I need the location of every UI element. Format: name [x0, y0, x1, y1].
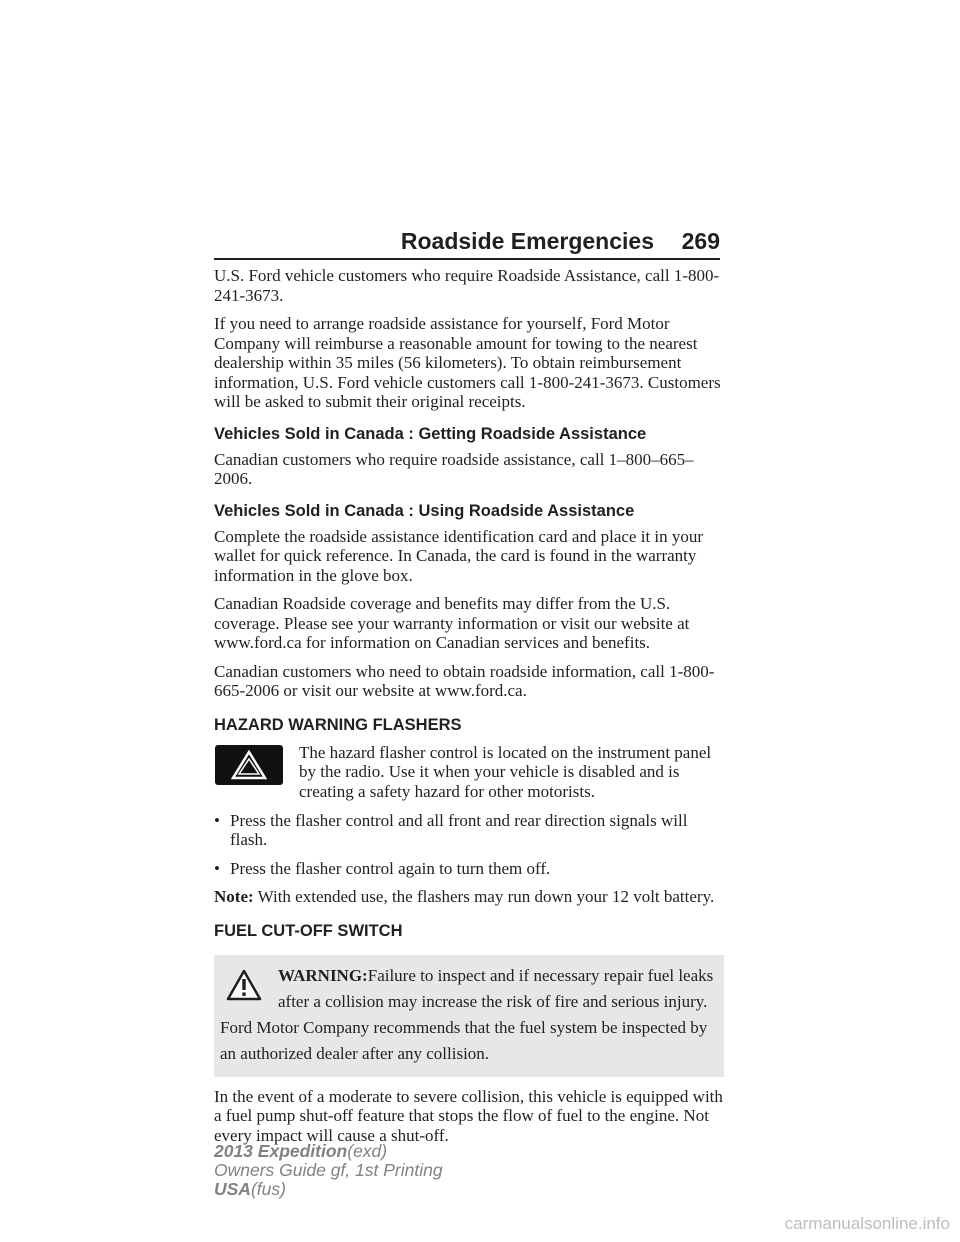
section-title: Roadside Emergencies [400, 228, 654, 254]
footer-line-1 [214, 1142, 443, 1161]
fuel-heading: FUEL CUT-OFF SWITCH [214, 921, 403, 940]
footer-model-code: (exd) [347, 1141, 388, 1161]
hazard-triangle-icon [215, 745, 283, 785]
canada-getting-heading: Vehicles Sold in Canada : Getting Roadside Assistance [214, 424, 647, 443]
hazard-bullet-2 [214, 859, 724, 879]
hazard-text: The hazard flasher control is located on the instrument panel by the radio. Use it when your vehicle is disabled and is creating a safety hazard for other motorists. [299, 742, 712, 801]
hazard-note [214, 887, 724, 907]
page-number: 269 [681, 228, 720, 254]
warning-text: Failure to inspect and if necessary repair fuel leaks after a collision may increase the risk of fire and serious injury. [278, 965, 714, 1011]
hazard-description [214, 743, 724, 803]
fuel-text: In the event of a moderate to severe collision, this vehicle is equipped with a fuel pump shut-off feature that stops the flow of fuel to the engine. Not every impact will cause a shut-off. [214, 1086, 723, 1145]
page-footer [214, 1142, 443, 1199]
canada-getting-text: Canadian customers who require roadside assistance, call 1–800–665–2006. [214, 449, 694, 488]
footer-line-2: Owners Guide gf, 1st Printing [214, 1160, 443, 1180]
canada-using-paragraph-1: Complete the roadside assistance identification card and place it in your wallet for quick reference. In Canada, the card is found in the warranty information in the glove box. [214, 526, 704, 585]
warning-box [214, 955, 724, 1077]
canada-using-paragraph-3: Canadian customers who need to obtain roadside information, call 1-800-665-2006 or visit our website at www.ford.ca. [214, 661, 715, 700]
watermark: carmanualsonline.info [784, 1214, 950, 1233]
warning-second: Ford Motor Company recommends that the fuel system be inspected by an authorized dealer after any collision. [220, 1017, 708, 1063]
bullet-symbol: • [214, 858, 220, 878]
page-content [214, 266, 724, 1154]
warning-first [220, 963, 718, 1015]
hazard-bullet-1 [214, 811, 724, 850]
note-text: With extended use, the flashers may run down your 12 volt battery. [257, 887, 715, 906]
footer-line-3 [214, 1180, 443, 1199]
warning-label: WARNING: [278, 965, 368, 985]
hazard-heading: HAZARD WARNING FLASHERS [214, 715, 462, 734]
page-header [214, 226, 720, 260]
note-label: Note: [214, 887, 254, 906]
intro-paragraph-2: If you need to arrange roadside assistance for yourself, Ford Motor Company will reimburse a reasonable amount for towing to the nearest dealership within 35 miles (56 kilometers). To obtain reimbursement information, U.S. Ford vehicle customers call 1-800-241-3673. Customers will be asked to submit their original receipts. [214, 314, 721, 411]
hazard-bullet-text: Press the flasher control and all front and rear direction signals will flash. [230, 810, 688, 849]
footer-market-code: (fus) [250, 1179, 286, 1199]
warning-triangle-icon [226, 969, 262, 1001]
header-rule [214, 258, 720, 260]
canada-using-paragraph-2: Canadian Roadside coverage and benefits may differ from the U.S. coverage. Please see your warranty information or visit our website at www.ford.ca for information on Canadian services and benefits. [214, 594, 690, 652]
hazard-bullet-text: Press the flasher control again to turn them off. [230, 858, 551, 878]
bullet-symbol: • [214, 810, 220, 830]
footer-market: USA [214, 1179, 251, 1199]
canada-using-heading: Vehicles Sold in Canada : Using Roadside Assistance [214, 501, 635, 520]
intro-paragraph-1: U.S. Ford vehicle customers who require Roadside Assistance, call 1-800-241-3673. [214, 266, 720, 305]
footer-model: 2013 Expedition [214, 1141, 348, 1161]
